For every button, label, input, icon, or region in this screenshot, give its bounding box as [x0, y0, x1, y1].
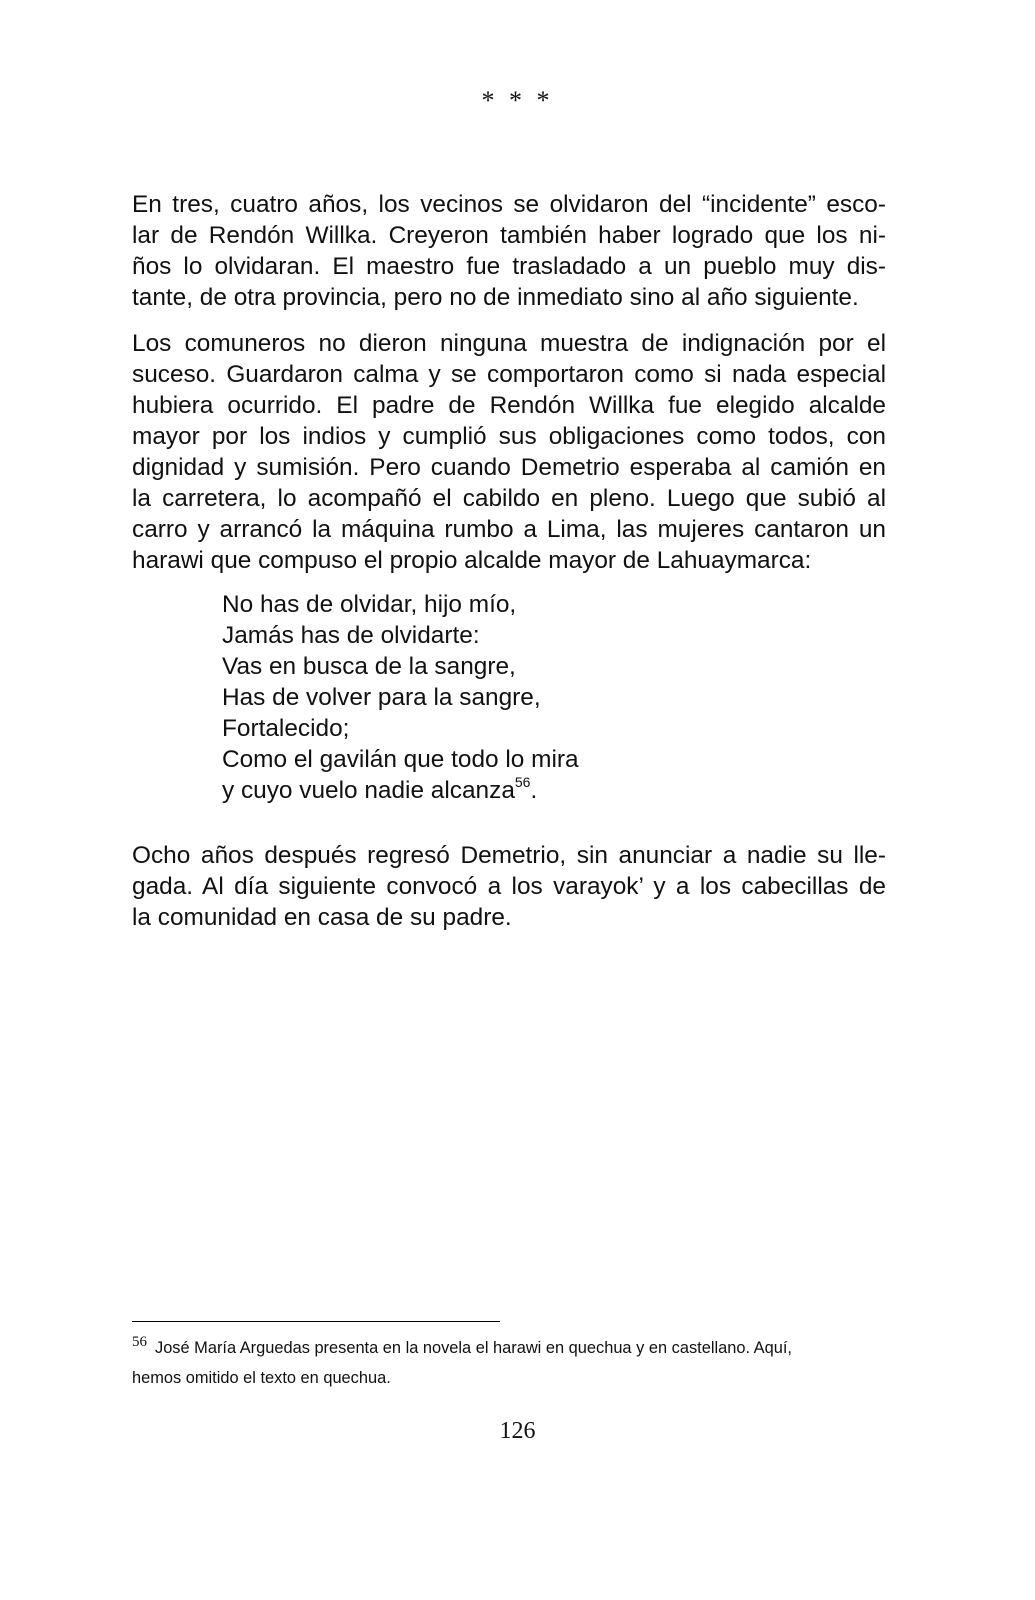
paragraph-line: gada. Al día siguiente convocó a los varayok’ y a los cabecillas de — [132, 873, 886, 900]
paragraph-line: la comunidad en casa de su padre. — [132, 904, 512, 931]
paragraph-line: Ocho años después regresó Demetrio, sin anunciar a nadie su lle- — [132, 842, 886, 869]
poem-line-end: . — [530, 777, 538, 804]
paragraph-line: harawi que compuso el propio alcalde mayor de Lahuaymarca: — [132, 547, 812, 574]
paragraph-line: la carretera, lo acompañó el cabildo en pleno. Luego que subió al — [132, 485, 886, 512]
poem-line-text: y cuyo vuelo nadie alcanza — [222, 777, 515, 804]
poem-line: Vas en busca de la sangre, — [222, 653, 516, 680]
footnote-text: José María Arguedas presenta en la novela el harawi en quechua y en castellano. Aquí, — [155, 1339, 792, 1357]
poem-line: Fortalecido; — [222, 715, 350, 742]
paragraph-line: lar de Rendón Willka. Creyeron también haber logrado que los ni- — [132, 222, 886, 249]
paragraph-line: hubiera ocurrido. El padre de Rendón Willka fue elegido alcalde — [132, 392, 886, 419]
section-separator: * * * — [481, 86, 554, 115]
footnote-number: 56 — [132, 1334, 147, 1350]
footnote-line: hemos omitido el texto en quechua. — [132, 1369, 391, 1387]
paragraph-line: dignidad y sumisión. Pero cuando Demetrio esperaba al camión en — [132, 454, 886, 481]
page-number: 126 — [499, 1418, 536, 1444]
poem-line: No has de olvidar, hijo mío, — [222, 591, 517, 618]
paragraph-line: En tres, cuatro años, los vecinos se olvidaron del “incidente” esco- — [132, 191, 886, 218]
footnote-line — [132, 1334, 892, 1364]
paragraph-2 — [132, 328, 886, 576]
paragraph-line: suceso. Guardaron calma y se comportaron como si nada especial — [132, 361, 886, 388]
poem-line: Has de volver para la sangre, — [222, 684, 541, 711]
paragraph-1 — [132, 189, 886, 313]
poem-line: Jamás has de olvidarte: — [222, 622, 480, 649]
footnote-reference[interactable]: 56 — [514, 773, 531, 790]
footnote — [132, 1334, 892, 1393]
paragraph-3 — [132, 840, 886, 933]
harawi-poem — [222, 589, 579, 806]
paragraph-line: mayor por los indios y cumplió sus obligaciones como todos, con — [132, 423, 886, 450]
paragraph-line: Los comuneros no dieron ninguna muestra de indignación por el — [132, 330, 886, 357]
paragraph-line: ños lo olvidaran. El maestro fue trasladado a un pueblo muy dis- — [132, 253, 886, 280]
paragraph-line: carro y arrancó la máquina rumbo a Lima, las mujeres cantaron un — [132, 516, 886, 543]
poem-line: Como el gavilán que todo lo mira — [222, 746, 579, 773]
footnote-divider — [132, 1321, 500, 1322]
poem-last-line — [222, 775, 579, 806]
paragraph-line: tante, de otra provincia, pero no de inmediato sino al año siguiente. — [132, 284, 859, 311]
